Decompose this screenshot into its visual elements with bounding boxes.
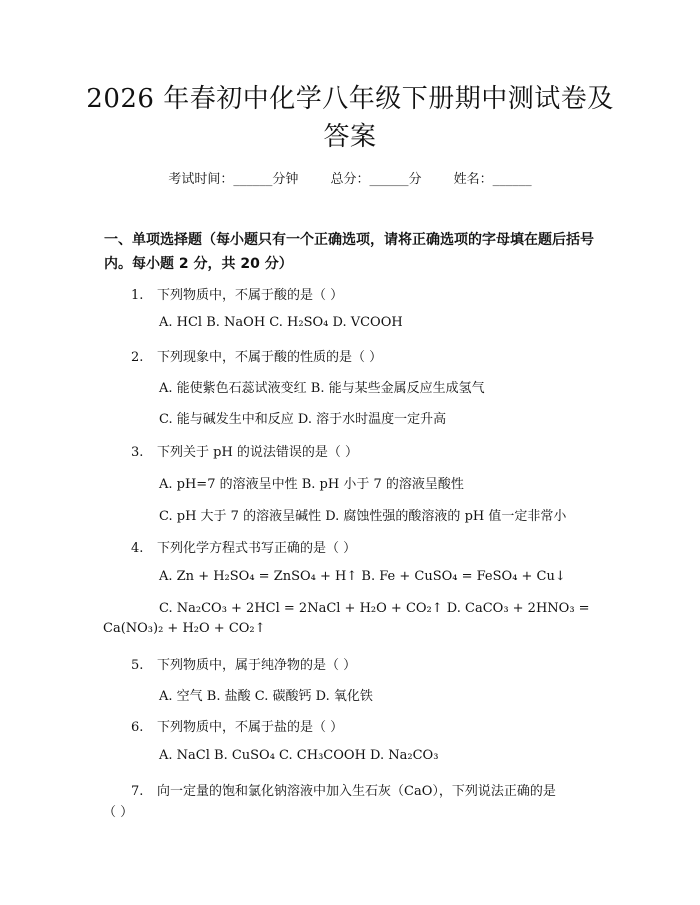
question-number: 1. (131, 288, 144, 303)
exam-time: 考试时间：______分钟 (168, 172, 299, 187)
question-3-options-line-1: A. pH=7 的溶液呈中性 B. pH 小于 7 的溶液呈酸性 (159, 477, 464, 492)
question-stem: 向一定量的饱和氯化钠溶液中加入生石灰（CaO），下列说法正确的是 (157, 784, 556, 799)
document-title (80, 80, 620, 156)
question-5 (131, 654, 356, 673)
question-number: 3. (131, 445, 144, 460)
question-6-options: A. NaCl B. CuSO₄ C. CH₃COOH D. Na₂CO₃ (159, 748, 439, 763)
question-2-options-line-1: A. 能使紫色石蕊试液变红 B. 能与某些金属反应生成氢气 (159, 381, 485, 396)
question-5-options: A. 空气 B. 盐酸 C. 碳酸钙 D. 氧化铁 (159, 689, 373, 704)
question-stem: 下列物质中，不属于酸的是（ ） (157, 288, 344, 303)
question-stem: 下列物质中，属于纯净物的是（ ） (157, 658, 357, 673)
question-4 (131, 537, 356, 556)
exam-name-field: 姓名：______ (453, 172, 532, 187)
question-number: 6. (131, 720, 144, 735)
question-4-options-line-1: A. Zn + H₂SO₄ = ZnSO₄ + H↑ B. Fe + CuSO₄ = FeSO₄ + Cu↓ (159, 569, 566, 584)
question-3 (131, 441, 358, 460)
exam-total-score: 总分：______分 (330, 172, 422, 187)
question-3-options-line-2: C. pH 大于 7 的溶液呈碱性 D. 腐蚀性强的酸溶液的 pH 值一定非常小 (159, 509, 567, 524)
question-7-answer-bracket: （ ） (103, 805, 134, 820)
section-heading: 一、单项选择题（每小题只有一个正确选项，请将正确选项的字母填在题后括号内。每小题 2 分，共 20 分） (104, 232, 594, 272)
question-number: 7. (131, 784, 144, 799)
question-stem: 下列化学方程式书写正确的是（ ） (157, 541, 357, 556)
exam-info (0, 168, 700, 187)
question-7 (131, 780, 556, 799)
question-4-options-line-2: C. Na₂CO₃ + 2HCl = 2NaCl + H₂O + CO₂↑ D. CaCO₃ + 2HNO₃ = (159, 601, 590, 616)
question-stem: 下列物质中，不属于盐的是（ ） (157, 720, 344, 735)
question-6 (131, 716, 343, 735)
question-1-options: A. HCl B. NaOH C. H₂SO₄ D. VCOOH (159, 315, 403, 330)
question-number: 5. (131, 658, 144, 673)
question-stem: 下列现象中，不属于酸的性质的是（ ） (157, 350, 383, 365)
question-2-options-line-2: C. 能与碱发生中和反应 D. 溶于水时温度一定升高 (159, 412, 447, 427)
title-line-1: 2026 年春初中化学八年级下册期中测试卷及 (86, 84, 614, 114)
title-line-2: 答案 (323, 122, 377, 152)
question-1 (131, 284, 343, 303)
question-stem: 下列关于 pH 的说法错误的是（ ） (157, 445, 359, 460)
question-number: 2. (131, 350, 144, 365)
question-4-options-line-3: Ca(NO₃)₂ + H₂O + CO₂↑ (103, 621, 266, 636)
question-2 (131, 346, 382, 365)
question-number: 4. (131, 541, 144, 556)
